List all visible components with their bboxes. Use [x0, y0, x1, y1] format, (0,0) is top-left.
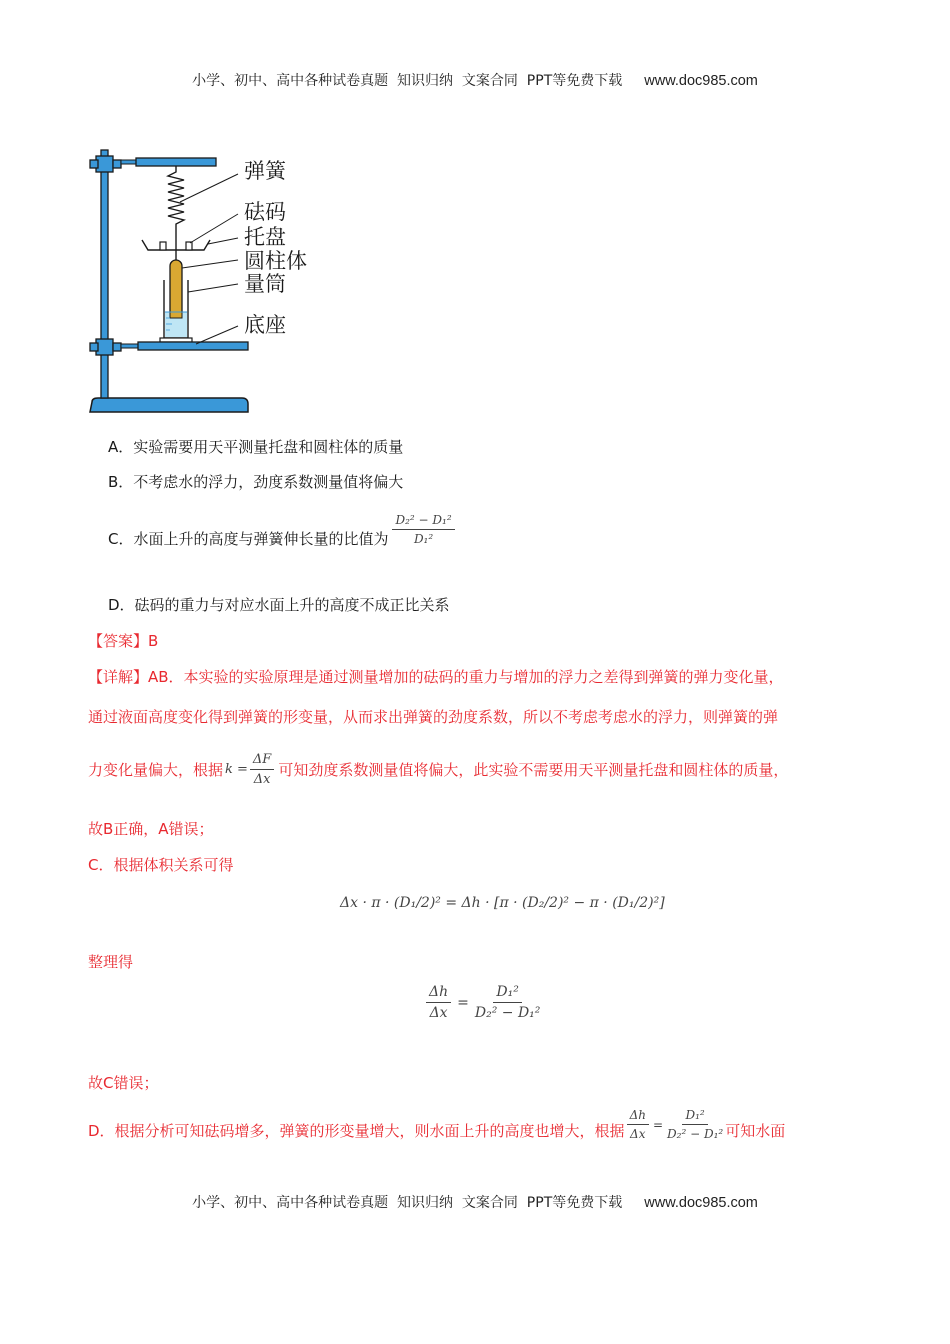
option-c-fraction [392, 513, 454, 546]
footer-title: 小学、初中、高中各种试卷真题 知识归纳 文案合同 PPT等免费下载 [192, 1195, 623, 1211]
explanation-line-3 [88, 752, 788, 787]
explanation-d-post: 可知水面 [725, 1122, 786, 1140]
weight-right [186, 242, 192, 250]
explanation-line-2: 通过液面高度变化得到弹簧的形变量，从而求出弹簧的劲度系数，所以不考虑考虑水的浮力，则弹簧的弹 [88, 708, 779, 726]
header-url[interactable]: www.doc985.com [644, 73, 758, 89]
equation-ratio-lhs-den: Δx [429, 1005, 448, 1021]
label-weight: 砝码 [244, 200, 286, 224]
option-c-numerator: D₂² − D₁² [392, 513, 454, 530]
formula-d-rhs-num: D₁² [682, 1108, 707, 1125]
formula-d-lhs-den: Δx [630, 1127, 646, 1141]
equation-ratio-rhs-num: D₁² [493, 984, 521, 1003]
header-title: 小学、初中、高中各种试卷真题 知识归纳 文案合同 PPT等免费下载 [192, 73, 623, 89]
option-a: A．实验需要用天平测量托盘和圆柱体的质量 [108, 438, 404, 456]
option-c-denominator: D₁² [413, 532, 434, 546]
option-c-text: C．水面上升的高度与弹簧伸长量的比值为 [108, 530, 389, 548]
explanation-c-conclusion: 故C错误； [88, 1074, 159, 1092]
explanation-d-pre: D．根据分析可知砝码增多，弹簧的形变量增大，则水面上升的高度也增大，根据 [88, 1122, 625, 1140]
label-tray: 托盘 [244, 225, 286, 249]
explanation-c-intro: C．根据体积关系可得 [88, 856, 234, 874]
weight-left [160, 242, 166, 250]
formula-k-fraction [250, 752, 274, 787]
answer-label: 【答案】B [88, 632, 159, 650]
option-c [108, 510, 455, 549]
stand-rod [101, 150, 108, 398]
explanation-line-4: 故B正确，A错误； [88, 820, 214, 838]
equation-ratio-rhs-den: D₂² − D₁² [474, 1005, 541, 1021]
explanation-line-1: 【详解】AB．本实验的实验原理是通过测量增加的砝码的重力与增加的浮力之差得到弹簧的弹力变化量， [88, 668, 784, 686]
page-header [0, 70, 950, 90]
spring [168, 166, 184, 238]
cylinder [170, 260, 182, 318]
formula-k: k = [225, 762, 248, 777]
label-base: 底座 [244, 313, 286, 337]
option-b: B．不考虑水的浮力，劲度系数测量值将偏大 [108, 473, 404, 491]
label-spring: 弹簧 [244, 159, 286, 183]
explanation-d: D．根据分析可知砝码增多，弹簧的形变量增大，则水面上升的高度也增大，根据 $\frac{\Delta h}{\Delta x}$ = $\frac{\text{D₁²}}{\text{D₂² − D₁²}}$ 可知水面 [88, 1108, 786, 1141]
equation-ratio: $\frac{\Delta h}{\Delta x}$ = $\frac{\text{D₁²}}{\text{D₂² − D₁²}}$ [426, 984, 540, 1021]
label-cylinder: 圆柱体 [244, 249, 307, 273]
stand-base [90, 398, 248, 412]
equation-ratio-rhs [475, 984, 541, 1021]
spring-apparatus-figure [86, 140, 326, 420]
explanation-line-3-post: 可知劲度系数测量值将偏大，此实验不需要用天平测量托盘和圆柱体的质量， [278, 761, 789, 779]
option-d: D．砝码的重力与对应水面上升的高度不成正比关系 [108, 596, 450, 614]
page-footer [0, 1192, 950, 1212]
equation-volume: Δx · π · (D₁/2)² = Δh · [π · (D₂/2)² − π · (D₁/2)²] [340, 895, 665, 911]
formula-k-numerator: ΔF [250, 752, 274, 770]
formula-d-lhs [627, 1108, 649, 1141]
bottom-platform [138, 342, 248, 350]
equation-ratio-lhs [426, 984, 451, 1021]
explanation-line-3-pre: 力变化量偏大，根据 [88, 761, 224, 779]
explanation-arrange: 整理得 [88, 953, 134, 971]
formula-d-rhs [667, 1108, 723, 1141]
footer-url[interactable]: www.doc985.com [644, 1195, 758, 1211]
formula-d-rhs-den: D₂² − D₁² [667, 1127, 724, 1141]
formula-k-denominator: Δx [253, 772, 271, 787]
label-measuring-cylinder: 量筒 [244, 272, 286, 296]
top-plate [136, 158, 216, 166]
equation-ratio-lhs-num: Δh [426, 984, 451, 1003]
formula-d-lhs-num: Δh [627, 1108, 649, 1125]
